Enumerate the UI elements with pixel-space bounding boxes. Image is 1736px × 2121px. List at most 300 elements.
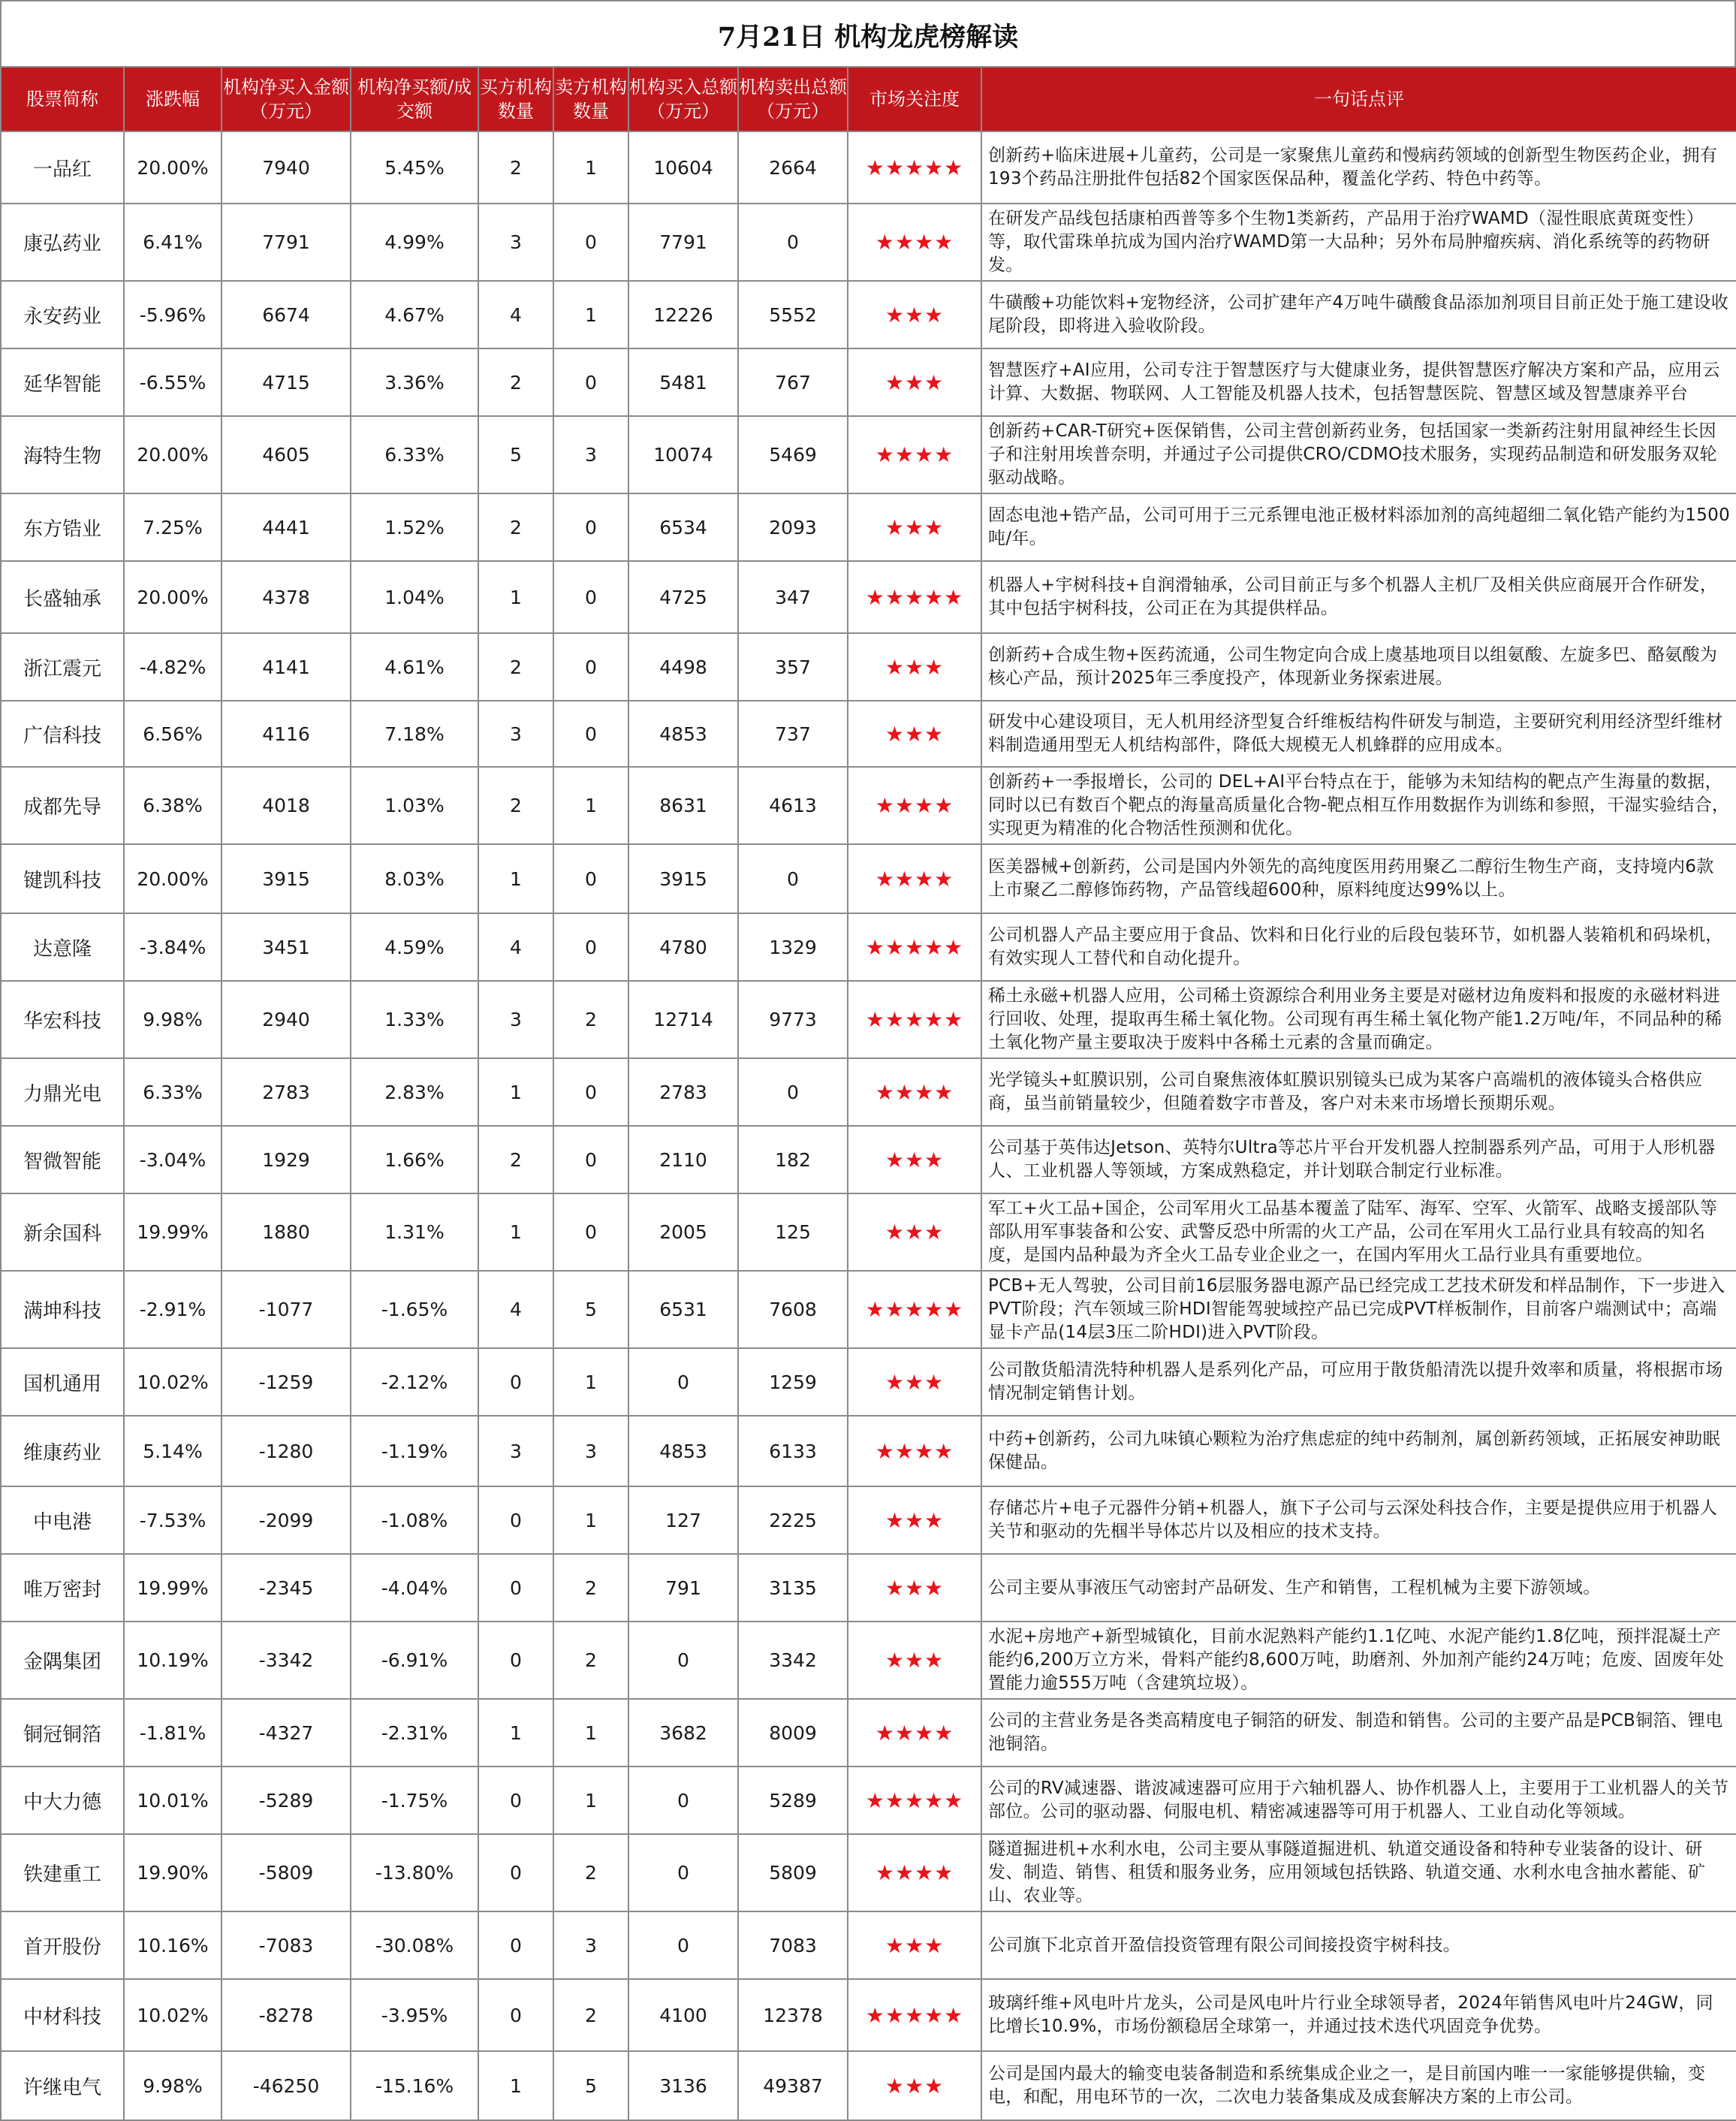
cell-buy-total: 3136 (628, 2051, 738, 2120)
attention-stars: ★★★ (848, 633, 981, 701)
cell-sell-total: 9773 (738, 981, 848, 1058)
table-row (1, 561, 1736, 633)
cell-buy-total: 10604 (628, 131, 738, 204)
cell-sellers: 1 (553, 1766, 628, 1834)
cell-change: 19.90% (124, 1834, 222, 1911)
header-sellers: 卖方机构数量 (553, 67, 628, 131)
table-row (1, 1058, 1736, 1126)
cell-buy-total: 2783 (628, 1058, 738, 1126)
cell-comment: 隧道掘进机+水利水电，公司主要从事隧道掘进机、轨道交通设备和特种专业装备的设计、研发、制造、销售、租赁和服务业务，应用领域包括铁路、轨道交通、水利水电含抽水蓄能、矿山、农业等。 (981, 1834, 1736, 1911)
table-row (1, 1622, 1736, 1699)
cell-sell-total: 357 (738, 633, 848, 701)
cell-buyers: 3 (478, 1416, 553, 1486)
cell-net-buy: -1280 (222, 1416, 351, 1486)
cell-name: 延华智能 (1, 348, 124, 416)
cell-name: 中材科技 (1, 1979, 124, 2051)
cell-net-ratio: 4.67% (351, 281, 478, 348)
attention-stars: ★★★★★ (848, 1979, 981, 2051)
table-row (1, 131, 1736, 204)
cell-sellers: 2 (553, 981, 628, 1058)
cell-sellers: 3 (553, 416, 628, 493)
cell-change: 9.98% (124, 2051, 222, 2120)
cell-net-buy: -2345 (222, 1554, 351, 1622)
cell-net-ratio: 3.36% (351, 348, 478, 416)
cell-change: -1.81% (124, 1699, 222, 1766)
cell-comment: 研发中心建设项目，无人机用经济型复合纤维板结构件研发与制造，主要研究利用经济型纤维材料制造通用型无人机结构部件，降低大规模无人机蜂群的应用成本。 (981, 701, 1736, 767)
cell-buyers: 0 (478, 1979, 553, 2051)
cell-change: 6.56% (124, 701, 222, 767)
header-buy-total: 机构买入总额（万元） (628, 67, 738, 131)
cell-net-buy: -5809 (222, 1834, 351, 1911)
cell-sell-total: 0 (738, 844, 848, 913)
attention-stars: ★★★★★ (848, 131, 981, 204)
cell-comment: 公司主要从事液压气动密封产品研发、生产和销售，工程机械为主要下游领域。 (981, 1554, 1736, 1622)
cell-name: 智微智能 (1, 1126, 124, 1193)
cell-buy-total: 2005 (628, 1193, 738, 1271)
attention-stars: ★★★ (848, 1911, 981, 1979)
cell-net-buy: -46250 (222, 2051, 351, 2120)
cell-net-ratio: 4.59% (351, 913, 478, 981)
attention-stars: ★★★ (848, 1486, 981, 1554)
cell-change: -3.04% (124, 1126, 222, 1193)
cell-net-ratio: 6.33% (351, 416, 478, 493)
cell-net-buy: 4018 (222, 767, 351, 844)
table-row (1, 1834, 1736, 1911)
table-row (1, 348, 1736, 416)
cell-change: -2.91% (124, 1271, 222, 1348)
cell-buyers: 2 (478, 1126, 553, 1193)
table-row (1, 913, 1736, 981)
cell-net-ratio: -4.04% (351, 1554, 478, 1622)
cell-buyers: 2 (478, 493, 553, 561)
cell-change: 10.02% (124, 1348, 222, 1416)
cell-comment: 在研发产品线包括康柏西普等多个生物1类新药，产品用于治疗WAMD（湿性眼底黄斑变性）等，取代雷珠单抗成为国内治疗WAMD第一大品种；另外布局肿瘤疾病、消化系统等的药物研发。 (981, 204, 1736, 281)
cell-sell-total: 347 (738, 561, 848, 633)
cell-sellers: 2 (553, 1834, 628, 1911)
cell-change: 10.01% (124, 1766, 222, 1834)
cell-net-ratio: 4.61% (351, 633, 478, 701)
cell-name: 维康药业 (1, 1416, 124, 1486)
cell-buyers: 2 (478, 348, 553, 416)
attention-stars: ★★★ (848, 2051, 981, 2120)
table-row (1, 2051, 1736, 2120)
header-net-ratio: 机构净买额/成交额 (351, 67, 478, 131)
cell-comment: 创新药+CAR-T研究+医保销售，公司主营创新药业务，包括国家一类新药注射用鼠神经生长因子和注射用埃普奈明，并通过子公司提供CRO/CDMO技术服务，实现药品制造和研发服务双轮驱动战略。 (981, 416, 1736, 493)
cell-sellers: 0 (553, 701, 628, 767)
cell-change: -5.96% (124, 281, 222, 348)
cell-buyers: 0 (478, 1622, 553, 1699)
cell-sell-total: 182 (738, 1126, 848, 1193)
cell-name: 力鼎光电 (1, 1058, 124, 1126)
header-attention: 市场关注度 (848, 67, 981, 131)
cell-comment: 机器人+宇树科技+自润滑轴承，公司目前正与多个机器人主机厂及相关供应商展开合作研发，其中包括宇树科技，公司正在为其提供样品。 (981, 561, 1736, 633)
cell-name: 满坤科技 (1, 1271, 124, 1348)
header-row (1, 67, 1736, 131)
attention-stars: ★★★ (848, 1554, 981, 1622)
cell-name: 永安药业 (1, 281, 124, 348)
cell-name: 康弘药业 (1, 204, 124, 281)
cell-change: 10.16% (124, 1911, 222, 1979)
cell-buyers: 3 (478, 981, 553, 1058)
cell-comment: 水泥+房地产+新型城镇化，目前水泥熟料产能约1.1亿吨、水泥产能约1.8亿吨，预拌混凝土产能约6,200万立方米，骨料产能约8,600万吨，助磨剂、外加剂产能约24万吨；危废、固废年处置能力逾555万吨（含建筑垃圾）。 (981, 1622, 1736, 1699)
table-row (1, 416, 1736, 493)
cell-sellers: 0 (553, 1058, 628, 1126)
cell-comment: 光学镜头+虹膜识别，公司自聚焦液体虹膜识别镜头已成为某客户高端机的液体镜头合格供应商，虽当前销量较少，但随着数字市普及，客户对未来市场增长预期乐观。 (981, 1058, 1736, 1126)
header-buyers: 买方机构数量 (478, 67, 553, 131)
cell-sell-total: 6133 (738, 1416, 848, 1486)
cell-buyers: 1 (478, 1699, 553, 1766)
cell-name: 达意隆 (1, 913, 124, 981)
cell-net-buy: 2783 (222, 1058, 351, 1126)
cell-change: 20.00% (124, 844, 222, 913)
cell-sellers: 0 (553, 348, 628, 416)
table-row (1, 1911, 1736, 1979)
cell-net-buy: 4715 (222, 348, 351, 416)
cell-sellers: 0 (553, 913, 628, 981)
cell-sell-total: 737 (738, 701, 848, 767)
attention-stars: ★★★★★ (848, 913, 981, 981)
cell-net-ratio: 2.83% (351, 1058, 478, 1126)
cell-net-ratio: -1.65% (351, 1271, 478, 1348)
cell-change: 19.99% (124, 1193, 222, 1271)
cell-comment: 创新药+一季报增长，公司的 DEL+AI平台特点在于，能够为未知结构的靶点产生海量的数据，同时以已有数百个靶点的海量高质量化合物-靶点相互作用数据作为训练和参照，干湿实验结合，实现更为精准的化合物活性预测和优化。 (981, 767, 1736, 844)
cell-sellers: 1 (553, 767, 628, 844)
cell-buyers: 5 (478, 416, 553, 493)
attention-stars: ★★★ (848, 1126, 981, 1193)
cell-comment: 医美器械+创新药，公司是国内外领先的高纯度医用药用聚乙二醇衍生物生产商，支持境内6款上市聚乙二醇修饰药物，产品管线超600种，原料纯度达99%以上。 (981, 844, 1736, 913)
cell-net-buy: 4605 (222, 416, 351, 493)
cell-change: -6.55% (124, 348, 222, 416)
cell-name: 金隅集团 (1, 1622, 124, 1699)
cell-net-buy: 4141 (222, 633, 351, 701)
cell-net-ratio: -30.08% (351, 1911, 478, 1979)
cell-net-ratio: 1.31% (351, 1193, 478, 1271)
attention-stars: ★★★ (848, 1348, 981, 1416)
cell-net-buy: 4441 (222, 493, 351, 561)
cell-sell-total: 7608 (738, 1271, 848, 1348)
cell-net-ratio: 1.04% (351, 561, 478, 633)
cell-sellers: 0 (553, 561, 628, 633)
cell-buyers: 4 (478, 281, 553, 348)
cell-buyers: 1 (478, 1193, 553, 1271)
attention-stars: ★★★ (848, 1622, 981, 1699)
cell-buyers: 2 (478, 767, 553, 844)
cell-net-ratio: 5.45% (351, 131, 478, 204)
cell-net-buy: -8278 (222, 1979, 351, 2051)
cell-net-ratio: 1.66% (351, 1126, 478, 1193)
cell-buy-total: 12226 (628, 281, 738, 348)
cell-sellers: 1 (553, 131, 628, 204)
cell-buy-total: 8631 (628, 767, 738, 844)
table-row (1, 493, 1736, 561)
cell-change: 20.00% (124, 561, 222, 633)
header-comment: 一句话点评 (981, 67, 1736, 131)
cell-name: 首开股份 (1, 1911, 124, 1979)
cell-sell-total: 125 (738, 1193, 848, 1271)
cell-sellers: 0 (553, 493, 628, 561)
cell-change: 10.02% (124, 1979, 222, 2051)
table-row (1, 844, 1736, 913)
attention-stars: ★★★★ (848, 416, 981, 493)
cell-sell-total: 1259 (738, 1348, 848, 1416)
cell-name: 键凯科技 (1, 844, 124, 913)
table-row (1, 633, 1736, 701)
cell-sellers: 0 (553, 844, 628, 913)
cell-comment: 公司机器人产品主要应用于食品、饮料和日化行业的后段包装环节，如机器人装箱机和码垛机，有效实现人工替代和自动化提升。 (981, 913, 1736, 981)
header-change: 涨跌幅 (124, 67, 222, 131)
cell-net-ratio: 1.03% (351, 767, 478, 844)
cell-net-buy: 2940 (222, 981, 351, 1058)
cell-buyers: 2 (478, 131, 553, 204)
table-row (1, 1766, 1736, 1834)
cell-sellers: 5 (553, 1271, 628, 1348)
cell-net-ratio: 1.52% (351, 493, 478, 561)
cell-change: -3.84% (124, 913, 222, 981)
cell-net-buy: -5289 (222, 1766, 351, 1834)
attention-stars: ★★★★ (848, 767, 981, 844)
cell-sellers: 0 (553, 1193, 628, 1271)
cell-buy-total: 0 (628, 1622, 738, 1699)
cell-buyers: 2 (478, 633, 553, 701)
cell-sell-total: 3135 (738, 1554, 848, 1622)
cell-net-buy: 4378 (222, 561, 351, 633)
cell-net-buy: 1880 (222, 1193, 351, 1271)
cell-buy-total: 5481 (628, 348, 738, 416)
cell-sell-total: 2093 (738, 493, 848, 561)
cell-net-buy: 3451 (222, 913, 351, 981)
cell-sell-total: 4613 (738, 767, 848, 844)
table-row (1, 1193, 1736, 1271)
cell-sellers: 5 (553, 2051, 628, 2120)
cell-sellers: 1 (553, 1348, 628, 1416)
table-row (1, 1271, 1736, 1348)
cell-buyers: 0 (478, 1834, 553, 1911)
cell-net-buy: 7940 (222, 131, 351, 204)
cell-net-buy: -1259 (222, 1348, 351, 1416)
cell-name: 许继电气 (1, 2051, 124, 2120)
cell-comment: 创新药+临床进展+儿童药，公司是一家聚焦儿童药和慢病药领域的创新型生物医药企业，拥有193个药品注册批件包括82个国家医保品种，覆盖化学药、特色中药等。 (981, 131, 1736, 204)
cell-buy-total: 4780 (628, 913, 738, 981)
cell-buy-total: 0 (628, 1766, 738, 1834)
cell-buy-total: 3682 (628, 1699, 738, 1766)
cell-sell-total: 3342 (738, 1622, 848, 1699)
cell-sell-total: 2664 (738, 131, 848, 204)
attention-stars: ★★★★ (848, 844, 981, 913)
table-row (1, 981, 1736, 1058)
cell-change: -7.53% (124, 1486, 222, 1554)
table-row (1, 1348, 1736, 1416)
cell-sell-total: 1329 (738, 913, 848, 981)
cell-net-buy: -7083 (222, 1911, 351, 1979)
cell-sell-total: 5809 (738, 1834, 848, 1911)
cell-name: 中电港 (1, 1486, 124, 1554)
cell-change: 5.14% (124, 1416, 222, 1486)
cell-name: 新余国科 (1, 1193, 124, 1271)
cell-buyers: 4 (478, 1271, 553, 1348)
table-row (1, 701, 1736, 767)
table-row (1, 1699, 1736, 1766)
cell-net-buy: 3915 (222, 844, 351, 913)
cell-comment: 稀土永磁+机器人应用，公司稀土资源综合利用业务主要是对磁材边角废料和报废的永磁材料进行回收、处理，提取再生稀土氧化物。公司现有再生稀土氧化物产能1.2万吨/年，不同品种的稀土氧化物产量主要取决于废料中各稀土元素的含量而确定。 (981, 981, 1736, 1058)
table-row (1, 1126, 1736, 1193)
attention-stars: ★★★★ (848, 1699, 981, 1766)
cell-name: 长盛轴承 (1, 561, 124, 633)
cell-buy-total: 6534 (628, 493, 738, 561)
cell-net-buy: -1077 (222, 1271, 351, 1348)
cell-net-buy: -2099 (222, 1486, 351, 1554)
cell-net-ratio: -6.91% (351, 1622, 478, 1699)
cell-sell-total: 767 (738, 348, 848, 416)
cell-change: 9.98% (124, 981, 222, 1058)
cell-comment: PCB+无人驾驶，公司目前16层服务器电源产品已经完成工艺技术研发和样品制作，下一步进入PVT阶段；汽车领域三阶HDI智能驾驶域控产品已完成PVT样板制作，目前客户端测试中；高端显卡产品(14层3压二阶HDI)进入PVT阶段。 (981, 1271, 1736, 1348)
cell-comment: 玻璃纤维+风电叶片龙头，公司是风电叶片行业全球领导者，2024年销售风电叶片24GW，同比增长10.9%，市场份额稳居全球第一，并通过技术迭代巩固竞争优势。 (981, 1979, 1736, 2051)
header-sell-total: 机构卖出总额（万元） (738, 67, 848, 131)
cell-sell-total: 5552 (738, 281, 848, 348)
cell-net-ratio: -2.12% (351, 1348, 478, 1416)
cell-sellers: 0 (553, 633, 628, 701)
cell-buyers: 0 (478, 1486, 553, 1554)
cell-change: 7.25% (124, 493, 222, 561)
institution-table (0, 66, 1736, 2121)
cell-net-ratio: 4.99% (351, 204, 478, 281)
cell-name: 成都先导 (1, 767, 124, 844)
table-row (1, 1416, 1736, 1486)
table-row (1, 767, 1736, 844)
cell-buy-total: 4498 (628, 633, 738, 701)
cell-sellers: 2 (553, 1979, 628, 2051)
cell-name: 浙江震元 (1, 633, 124, 701)
cell-name: 国机通用 (1, 1348, 124, 1416)
cell-buyers: 0 (478, 1348, 553, 1416)
cell-comment: 军工+火工品+国企，公司军用火工品基本覆盖了陆军、海军、空军、火箭军、战略支援部队等部队用军事装备和公安、武警反恐中所需的火工产品，公司在军用火工品行业具有较高的知名度，是国内品种最为齐全火工品专业企业之一，在国内军用火工品行业具有重要地位。 (981, 1193, 1736, 1271)
cell-sell-total: 8009 (738, 1699, 848, 1766)
cell-sellers: 2 (553, 1554, 628, 1622)
attention-stars: ★★★★ (848, 1416, 981, 1486)
cell-buy-total: 0 (628, 1911, 738, 1979)
cell-comment: 公司基于英伟达Jetson、英特尔Ultra等芯片平台开发机器人控制器系列产品，可用于人形机器人、工业机器人等领域，方案成熟稳定，并计划联合制定行业标准。 (981, 1126, 1736, 1193)
table-row (1, 1486, 1736, 1554)
cell-net-buy: -3342 (222, 1622, 351, 1699)
table-row (1, 204, 1736, 281)
cell-name: 东方锆业 (1, 493, 124, 561)
attention-stars: ★★★★★ (848, 981, 981, 1058)
cell-buy-total: 0 (628, 1834, 738, 1911)
cell-buyers: 4 (478, 913, 553, 981)
cell-buy-total: 4100 (628, 1979, 738, 2051)
cell-buy-total: 6531 (628, 1271, 738, 1348)
cell-sell-total: 12378 (738, 1979, 848, 2051)
cell-buyers: 1 (478, 561, 553, 633)
page-title: 7月21日 机构龙虎榜解读 (0, 0, 1736, 69)
cell-buyers: 0 (478, 1911, 553, 1979)
cell-change: 10.19% (124, 1622, 222, 1699)
cell-sell-total: 7083 (738, 1911, 848, 1979)
cell-sellers: 1 (553, 1486, 628, 1554)
cell-change: 6.38% (124, 767, 222, 844)
cell-buy-total: 4853 (628, 1416, 738, 1486)
header-name: 股票简称 (1, 67, 124, 131)
attention-stars: ★★★★ (848, 204, 981, 281)
cell-sellers: 1 (553, 281, 628, 348)
cell-net-buy: 1929 (222, 1126, 351, 1193)
cell-buy-total: 4725 (628, 561, 738, 633)
cell-net-ratio: -3.95% (351, 1979, 478, 2051)
cell-buyers: 3 (478, 204, 553, 281)
cell-comment: 牛磺酸+功能饮料+宠物经济，公司扩建年产4万吨牛磺酸食品添加剂项目目前正处于施工建设收尾阶段，即将进入验收阶段。 (981, 281, 1736, 348)
cell-comment: 创新药+合成生物+医药流通，公司生物定向合成上虞基地项目以组氨酸、左旋多巴、酪氨酸为核心产品，预计2025年三季度投产，体现新业务探索进展。 (981, 633, 1736, 701)
table-row (1, 1979, 1736, 2051)
cell-buyers: 0 (478, 1554, 553, 1622)
cell-buyers: 1 (478, 2051, 553, 2120)
cell-sellers: 1 (553, 1699, 628, 1766)
cell-name: 中大力德 (1, 1766, 124, 1834)
cell-comment: 公司的主营业务是各类高精度电子铜箔的研发、制造和销售。公司的主要产品是PCB铜箔、锂电池铜箔。 (981, 1699, 1736, 1766)
cell-sellers: 0 (553, 1126, 628, 1193)
cell-comment: 智慧医疗+AI应用，公司专注于智慧医疗与大健康业务，提供智慧医疗解决方案和产品，应用云计算、大数据、物联网、人工智能及机器人技术，包括智慧医院、智慧区域及智慧康养平台 (981, 348, 1736, 416)
cell-sellers: 3 (553, 1911, 628, 1979)
cell-buy-total: 791 (628, 1554, 738, 1622)
attention-stars: ★★★ (848, 701, 981, 767)
cell-net-ratio: -2.31% (351, 1699, 478, 1766)
cell-name: 铜冠铜箔 (1, 1699, 124, 1766)
cell-name: 唯万密封 (1, 1554, 124, 1622)
attention-stars: ★★★ (848, 281, 981, 348)
cell-change: 20.00% (124, 131, 222, 204)
cell-change: -4.82% (124, 633, 222, 701)
cell-name: 铁建重工 (1, 1834, 124, 1911)
attention-stars: ★★★★ (848, 1058, 981, 1126)
cell-net-ratio: 1.33% (351, 981, 478, 1058)
cell-comment: 存储芯片+电子元器件分销+机器人，旗下子公司与云深处科技合作，主要是提供应用于机器人关节和驱动的先椢半导体芯片以及相应的技术支持。 (981, 1486, 1736, 1554)
cell-change: 19.99% (124, 1554, 222, 1622)
cell-net-buy: 4116 (222, 701, 351, 767)
cell-net-buy: 6674 (222, 281, 351, 348)
cell-comment: 中药+创新药，公司九味镇心颗粒为治疗焦虑症的纯中药制剂，属创新药领域，正拓展安神助眠保健品。 (981, 1416, 1736, 1486)
cell-name: 海特生物 (1, 416, 124, 493)
cell-sell-total: 5469 (738, 416, 848, 493)
cell-change: 20.00% (124, 416, 222, 493)
cell-net-buy: 7791 (222, 204, 351, 281)
cell-comment: 固态电池+锆产品，公司可用于三元系锂电池正极材料添加剂的高纯超细二氧化锆产能约为1500吨/年。 (981, 493, 1736, 561)
cell-sell-total: 5289 (738, 1766, 848, 1834)
cell-buyers: 3 (478, 701, 553, 767)
cell-buy-total: 3915 (628, 844, 738, 913)
cell-net-ratio: 7.18% (351, 701, 478, 767)
cell-name: 一品红 (1, 131, 124, 204)
cell-buy-total: 127 (628, 1486, 738, 1554)
table-row (1, 1554, 1736, 1622)
cell-buyers: 1 (478, 1058, 553, 1126)
cell-sell-total: 49387 (738, 2051, 848, 2120)
table-row (1, 281, 1736, 348)
cell-net-ratio: -1.19% (351, 1416, 478, 1486)
attention-stars: ★★★ (848, 493, 981, 561)
attention-stars: ★★★★★ (848, 561, 981, 633)
cell-net-ratio: -1.75% (351, 1766, 478, 1834)
cell-buyers: 1 (478, 844, 553, 913)
cell-net-ratio: -13.80% (351, 1834, 478, 1911)
cell-name: 华宏科技 (1, 981, 124, 1058)
cell-buy-total: 0 (628, 1348, 738, 1416)
cell-comment: 公司是国内最大的输变电装备制造和系统集成企业之一，是目前国内唯一一家能够提供输，变电，和配，用电环节的一次，二次电力装备集成及成套解决方案的上市公司。 (981, 2051, 1736, 2120)
attention-stars: ★★★ (848, 348, 981, 416)
cell-sellers: 3 (553, 1416, 628, 1486)
cell-buy-total: 4853 (628, 701, 738, 767)
cell-name: 广信科技 (1, 701, 124, 767)
cell-buy-total: 10074 (628, 416, 738, 493)
cell-net-ratio: -15.16% (351, 2051, 478, 2120)
cell-sellers: 0 (553, 204, 628, 281)
